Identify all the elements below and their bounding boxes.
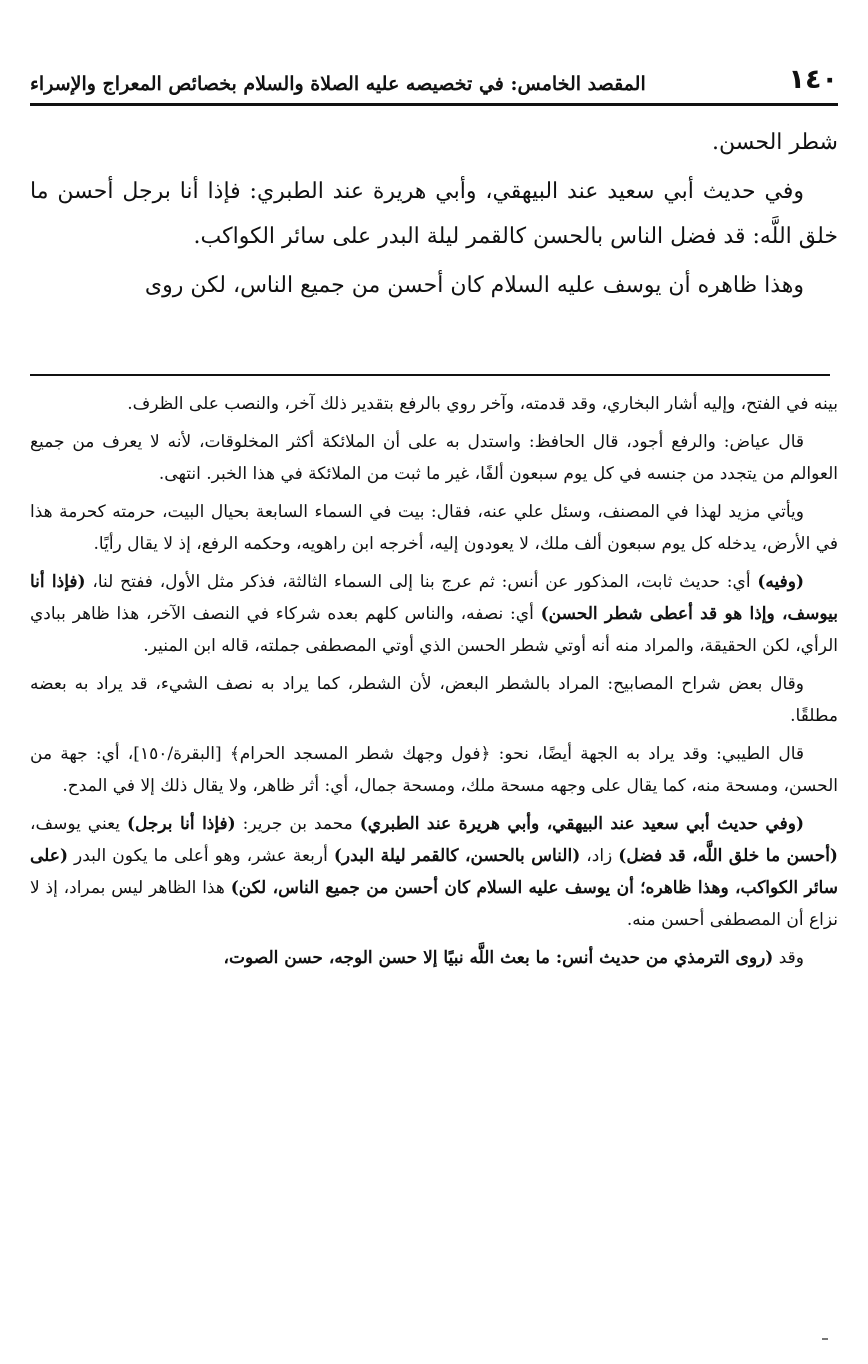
commentary-paragraph: [30, 808, 838, 936]
main-text: [30, 120, 838, 312]
commentary-paragraph: [30, 942, 838, 974]
commentary-text: قال الطيبي: وقد يراد به الجهة أيضًا، نحو:: [490, 744, 805, 764]
commentary-paragraph: ويأتي مزيد لهذا في المصنف، وسئل علي عنه، فقال: بيت في السماء السابعة بحيال البيت، حرمته كحرمة هذا في الأرض، يدخله كل يوم سبعون ألف ملك، لا يعودون إليه، أخرجه ابن راهويه، وحكمه الرفع، إذ لا يقال رأيًا.: [30, 502, 838, 554]
footnote-divider: [30, 374, 830, 376]
commentary-text: يعني يوسف،: [30, 814, 127, 834]
main-paragraph: شطر الحسن.: [712, 130, 838, 155]
quoted-text: (روى الترمذي من حديث أنس: ما بعث اللَّه نبيًا إلا حسن الوجه، حسن الصوت،: [223, 948, 774, 968]
commentary-text: [البقرة/١٥٠]، أي: جهة من الحسن، ومسحة منه، كما يقال على وجهه مسحة ملك، ومسحة جمال، أي: أثر ظاهر، ولا يقال ذلك إلا في المدح.: [30, 744, 838, 796]
commentary-text: وقد: [773, 948, 804, 968]
commentary-text: أي: نصفه، والناس كلهم بعده شركاء في النصف الآخر، هذا ظاهر ببادي الرأي، لكن الحقيقة، والمراد منه أنه أوتي شطر الحسن الذي أوتي المصطفى جملته، قاله ابن المنير.: [30, 604, 838, 656]
quoted-text: (أحسن ما خلق اللَّه، قد فضل): [618, 846, 838, 866]
commentary-text: محمد بن جرير:: [235, 814, 360, 834]
quoted-text: (وفيه): [757, 572, 805, 592]
main-paragraph: وفي حديث أبي سعيد عند البيهقي، وأبي هريرة عند الطبري: فإذا أنا برجل أحسن ما خلق اللَّه: قد فضل الناس بالحسن كالقمر ليلة البدر على سائر الكواكب.: [30, 179, 838, 249]
quran-quote: ﴿فول وجهك شطر المسجد الحرام﴾: [229, 744, 491, 764]
commentary-text: زاد،: [580, 846, 619, 866]
quoted-text: (وفي حديث أبي سعيد عند البيهقي، وأبي هريرة عند الطبري): [359, 814, 804, 834]
commentary-paragraph: بينه في الفتح، وإليه أشار البخاري، وقد قدمته، وآخر روي بالرفع بتقدير ذلك آخر، والنصب على الظرف.: [127, 394, 838, 414]
commentary: [30, 388, 838, 980]
print-mark: [822, 1338, 828, 1340]
commentary-paragraph: [30, 738, 838, 802]
running-title: المقصد الخامس: في تخصيصه عليه الصلاة والسلام بخصائص المعراج والإسراء: [30, 73, 646, 95]
quoted-text: (فإذا أنا بيوسف، وإذا هو قد أعطى شطر الحسن): [30, 572, 838, 624]
commentary-paragraph: وقال بعض شراح المصابيح: المراد بالشطر البعض، لأن الشطر، كما يراد به نصف الشيء، قد يراد به بعضه مطلقًا.: [30, 674, 838, 726]
main-paragraph: وهذا ظاهره أن يوسف عليه السلام كان أحسن من جميع الناس، لكن روى: [144, 273, 804, 298]
commentary-text: هذا الظاهر ليس بمراد، إذ لا نزاع أن المصطفى أحسن منه.: [30, 878, 838, 930]
commentary-paragraph: قال عياض: والرفع أجود، قال الحافظ: واستدل به على أن الملائكة أكثر المخلوقات، لأنه لا يعرف من جميع العوالم من يتجدد من جنسه في كل يوم سبعون ألفًا، غير ما ثبت من الملائكة في هذا الخبر. انتهى.: [30, 432, 838, 484]
commentary-paragraph: [30, 566, 838, 662]
commentary-text: أي: حديث ثابت، المذكور عن أنس: ثم عرج بنا إلى السماء الثالثة، فذكر مثل الأول، ففتح لنا،: [85, 572, 758, 592]
page-header: [30, 56, 838, 106]
quoted-text: (على سائر الكواكب، وهذا ظاهره؛ أن يوسف عليه السلام كان أحسن من جميع الناس، لكن): [30, 846, 838, 898]
commentary-text: أربعة عشر، وهو أعلى ما يكون البدر: [67, 846, 334, 866]
quoted-text: (فإذا أنا برجل): [126, 814, 236, 834]
page-number: ١٤٠: [788, 64, 838, 95]
quoted-text: (الناس بالحسن، كالقمر ليلة البدر): [333, 846, 581, 866]
